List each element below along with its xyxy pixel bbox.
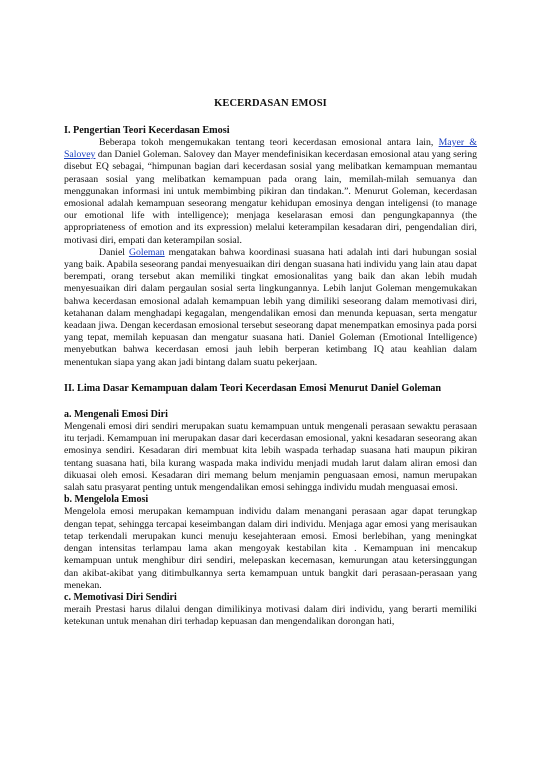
paragraph-text: mengatakan bahwa koordinasi suasana hati adalah inti dari hubungan sosial yang baik. Apabila seseorang pandai menyesuaikan diri dengan suasana hati individu yang lain atau dapat berempati, orang tersebut akan memiliki tingkat emosionalitas yang baik dan akan lebih mudah menyesuaikan diri dalam pergaulan sosial serta lingkungannya. Lebih lanjut Goleman mengemukakan bahwa kecerdasan emosional adalah kemampuan lebih yang dimiliki seseorang dalam memotivasi diri, ketahanan dalam menghadapi kegagalan, mengendalikan emosi dan menunda kepuasan, serta mengatur keadaan jiwa. Dengan kecerdasan emosional tersebut seseorang dapat menempatkan emosinya pada porsi yang tepat, memilah kepuasan dan mengatur suasana hati. Daniel Goleman (Emotional Intelligence) menyebutkan bahwa kecerdasan emosi jauh lebih berperan ketimbang IQ atau keahlian dalam menentukan siapa yang akan jadi bintang dalam suatu pekerjaan. xyxy=(64,246,477,368)
subsection-c-paragraph: meraih Prestasi harus dilalui dengan dimilikinya motivasi dalam diri individu, yang berarti memiliki ketekunan untuk menahan diri terhadap kepuasan dan mengendalikan dorongan hati, xyxy=(64,604,477,628)
subsection-a-heading: a. Mengenali Emosi Diri xyxy=(64,408,168,420)
mayer-salovey-link[interactable]: Mayer & Salovey xyxy=(64,137,478,161)
goleman-link[interactable]: Goleman xyxy=(128,246,165,258)
section-1-paragraph-2 xyxy=(64,247,477,369)
subsection-b-paragraph: Mengelola emosi merupakan kemampuan individu dalam menangani perasaan agar dapat terungkap dengan tepat, sehingga tercapai keseimbangan dalam diri individu. Menjaga agar emosi yang merisaukan tetap terkendali merupakan kunci menuju kesejahteraan emosi. Emosi berlebihan, yang meningkat dengan intensitas terlampau lama akan mengoyak kestabilan kita . Kemampuan ini mencakup kemampuan untuk menghibur diri sendiri, melepaskan kecemasan, kemurungan atau ketersinggungan dan akibat-akibat yang ditimbulkannya serta kemampuan untuk bangkit dari perasaan-perasaan yang menekan. xyxy=(64,506,477,591)
paragraph-text: Daniel xyxy=(99,246,129,258)
section-1-paragraph-1 xyxy=(64,137,477,247)
subsection-a-paragraph: Mengenali emosi diri sendiri merupakan suatu kemampuan untuk mengenali perasaan sewaktu perasaan itu terjadi. Kemampuan ini merupakan dasar dari kecerdasan emosional, yakni kesadaran seseorang akan emosinya sendiri. Kesadaran diri membuat kita lebih waspada terhadap suasana hati maupun pikiran tentang suasana hati, bila kurang waspada maka individu menjadi mudah larut dalam aliran emosi dan dikuasai oleh emosi. Kesadaran diri memang belum menjamin penguasaan emosi, namun merupakan salah satu prasyarat penting untuk mengendalikan emosi sehingga individu mudah menguasai emosi. xyxy=(64,421,477,494)
subsection-b-heading: b. Mengelola Emosi xyxy=(64,494,149,506)
paragraph-text: Beberapa tokoh mengemukakan tentang teori kecerdasan emosional antara lain, xyxy=(99,137,439,148)
section-1-heading: I. Pengertian Teori Kecerdasan Emosi xyxy=(64,125,230,136)
section-2-heading: II. Lima Dasar Kemampuan dalam Teori Kecerdasan Emosi Menurut Daniel Goleman xyxy=(64,382,442,394)
subsection-c-heading: c. Memotivasi Diri Sendiri xyxy=(64,591,177,603)
paragraph-text: dan Daniel Goleman. Salovey dan Mayer mendefinisikan kecerdasan emosional atau yang sering disebut EQ sebagai, “himpunan bagian dari kecerdasan sosial yang melibatkan kemampuan memantau perasaan sosial yang melibatkan kemampuan pada orang lain, memilah-milah semuanya dan menggunakan informasi ini untuk membimbing pikiran dan tindakan.”. Menurut Goleman, kecerdasan emosional adalah kemampuan seseorang mengatur kehidupan emosinya dengan inteligensi (to manage our emotional life with intelligence); menjaga keselarasan emosi dan pengungkapannya (the appropriateness of emotion and its expression) melalui keterampilan kesadaran diri, pengendalian diri, motivasi diri, empati dan keterampilan sosial. xyxy=(64,149,477,246)
document-title: KECERDASAN EMOSI xyxy=(214,98,327,109)
